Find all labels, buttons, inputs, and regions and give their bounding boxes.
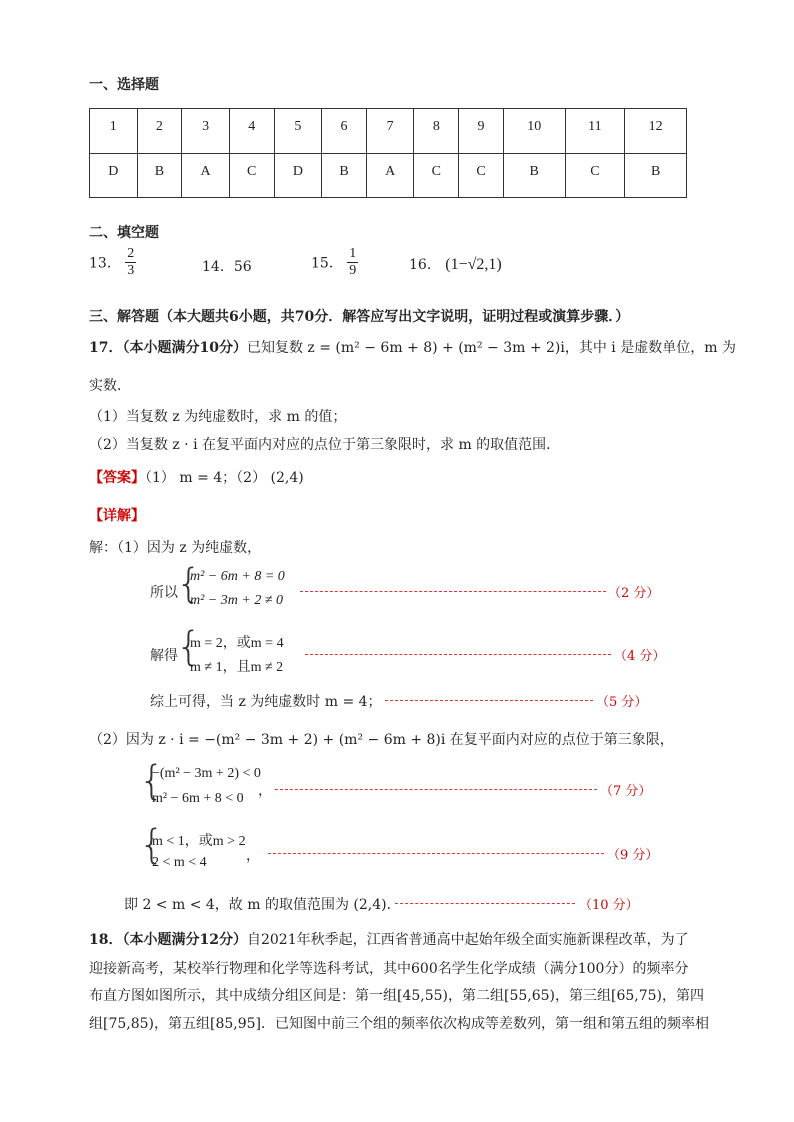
so-label: 所以 <box>150 585 178 601</box>
score-9: （9 分） <box>607 848 659 863</box>
q13-denominator: 3 <box>127 263 135 278</box>
system1-eq1: m² − 6m + 8 = 0 <box>190 569 285 584</box>
system3-eq1: −(m² − 3m + 2) < 0 <box>152 766 261 781</box>
q16-value: (1−√2,1) <box>445 256 502 273</box>
q17-part1: （1）当复数 z 为纯虚数时，求 m 的值； <box>89 409 347 425</box>
q15-fraction <box>347 246 358 279</box>
dashed-leader <box>395 903 575 904</box>
dashed-leader <box>268 853 604 854</box>
system4-eq1: m < 1，或m > 2 <box>152 834 246 849</box>
q15-label: 15． <box>311 255 343 272</box>
table-cell-number: 11 <box>565 109 625 154</box>
table-cell-answer: B <box>625 153 687 198</box>
left-brace-icon: { <box>176 624 202 670</box>
q18-heading-bold: 18．（本小题满分12分） <box>89 932 247 948</box>
comma: ， <box>246 848 260 864</box>
table-cell-number: 8 <box>414 109 459 154</box>
table-row <box>90 153 687 198</box>
table-cell-number: 6 <box>322 109 367 154</box>
dashed-leader <box>305 654 611 655</box>
dashed-leader <box>385 700 593 701</box>
dashed-leader <box>275 789 597 790</box>
table-cell-number: 3 <box>182 109 230 154</box>
answer-text: （1） m = 4；（2） (2,4) <box>145 470 304 486</box>
fill-q16 <box>409 254 502 274</box>
section-fill-title: 二、填空题 <box>89 225 159 241</box>
comma: ， <box>258 783 272 799</box>
table-cell-number: 4 <box>229 109 274 154</box>
q18-line1 <box>89 929 689 949</box>
q17-answer <box>89 467 304 487</box>
system2-eq2: m ≠ 1，且m ≠ 2 <box>190 660 284 675</box>
answer-label: 【答案】 <box>89 470 145 486</box>
q18-line1-text: 自2021年秋季起，江西省普通高中起始年级全面实施新课程改革，为了 <box>246 932 689 948</box>
q17-heading-line2: 实数． <box>89 378 131 394</box>
table-cell-answer: C <box>565 153 625 198</box>
table-cell-answer: D <box>90 153 138 198</box>
table-cell-number: 7 <box>366 109 414 154</box>
section-choice-title: 一、选择题 <box>89 77 159 93</box>
system2-eq1: m = 2，或m = 4 <box>190 636 284 651</box>
table-cell-answer: B <box>137 153 182 198</box>
part2-solution: （2）因为 z · i = −(m² − 3m + 2) + (m² − 6m + 8)i 在复平面内对应的点位于第三象限， <box>89 732 674 748</box>
table-cell-number: 12 <box>625 109 687 154</box>
table-cell-answer: A <box>366 153 414 198</box>
table-cell-number: 1 <box>90 109 138 154</box>
fill-q15 <box>311 246 358 279</box>
score-10: （10 分） <box>579 898 639 913</box>
fill-q14: 14．56 <box>202 259 252 275</box>
q18-line4: 组[75,85)，第五组[85,95]．已知图中前三个组的频率依次构成等差数列，第一组和第五组的频率相 <box>89 1016 710 1032</box>
table-cell-answer: C <box>414 153 459 198</box>
table-cell-number: 5 <box>274 109 322 154</box>
q15-denominator: 9 <box>349 263 357 278</box>
q16-label: 16． <box>409 257 441 273</box>
q17-heading-text: 已知复数 z = (m² − 6m + 8) + (m² − 3m + 2)i，其中 i 是虚数单位，m 为 <box>246 340 736 356</box>
left-brace-icon: { <box>139 758 165 804</box>
table-cell-number: 9 <box>459 109 504 154</box>
system4-eq2: 2 < m < 4 <box>152 855 207 870</box>
left-brace-icon: { <box>176 561 202 607</box>
system3-eq2: m² − 6m + 8 < 0 <box>152 791 244 806</box>
conclusion-2: 即 2 < m < 4，故 m 的取值范围为 (2,4)． <box>124 897 401 913</box>
left-brace-icon: { <box>139 822 165 868</box>
score-7: （7 分） <box>600 784 652 799</box>
system1-eq2: m² − 3m + 2 ≠ 0 <box>190 593 283 608</box>
table-row <box>90 109 687 154</box>
table-cell-answer: D <box>274 153 322 198</box>
detail-label: 【详解】 <box>89 508 145 524</box>
q13-numerator: 2 <box>127 246 135 261</box>
q17-part2: （2）当复数 z · i 在复平面内对应的点位于第三象限时，求 m 的取值范围． <box>89 437 561 453</box>
table-cell-answer: B <box>322 153 367 198</box>
q13-label: 13． <box>89 255 121 272</box>
table-cell-answer: B <box>503 153 565 198</box>
solve-label: 解得 <box>150 648 178 664</box>
score-2: （2 分） <box>608 586 660 601</box>
solution-intro: 解：（1）因为 z 为纯虚数， <box>89 540 262 556</box>
q18-line2: 迎接新高考，某校举行物理和化学等选科考试，其中600名学生化学成绩（满分100分）的频率分 <box>89 961 689 977</box>
q18-line3: 布直方图如图所示，其中成绩分组区间是：第一组[45,55)，第二组[55,65)，第三组[65,75)，第四 <box>89 988 705 1004</box>
table-cell-answer: A <box>182 153 230 198</box>
q15-numerator: 1 <box>349 246 357 261</box>
q17-heading <box>89 337 736 357</box>
table-cell-answer: C <box>459 153 504 198</box>
score-4: （4 分） <box>614 649 666 664</box>
choice-answer-table <box>89 108 687 198</box>
dashed-leader <box>300 591 606 592</box>
score-5: （5 分） <box>596 695 648 710</box>
table-cell-number: 10 <box>503 109 565 154</box>
q17-heading-bold: 17．（本小题满分10分） <box>89 340 247 356</box>
section-solve-title: 三、解答题（本大题共6小题，共70分．解答应写出文字说明，证明过程或演算步骤．） <box>89 309 630 325</box>
conclusion-1: 综上可得，当 z 为纯虚数时 m = 4； <box>150 694 382 710</box>
table-cell-number: 2 <box>137 109 182 154</box>
fill-q13 <box>89 246 136 279</box>
table-cell-answer: C <box>229 153 274 198</box>
q13-fraction <box>125 246 136 279</box>
